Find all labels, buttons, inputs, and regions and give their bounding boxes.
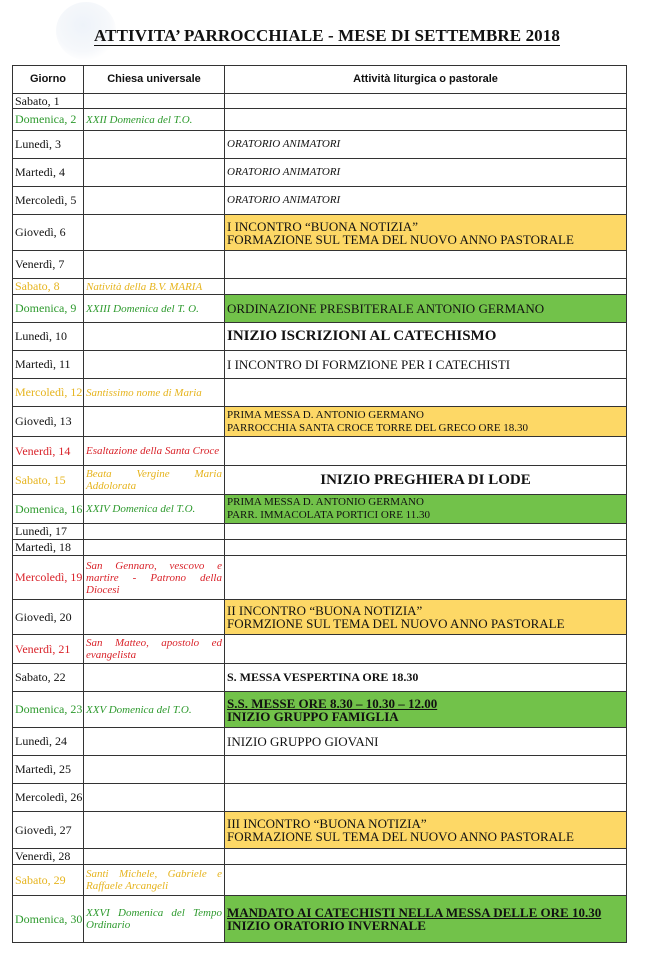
- church-cell: [84, 600, 225, 635]
- activity-cell: [225, 437, 627, 466]
- church-cell: Natività della B.V. MARIA: [84, 279, 225, 295]
- church-cell: [84, 524, 225, 540]
- church-cell: XXIII Domenica del T. O.: [84, 295, 225, 323]
- activity-line: PRIMA MESSA D. ANTONIO GERMANO: [227, 496, 424, 508]
- day-cell: Martedì, 25: [13, 756, 84, 784]
- table-row: [13, 295, 627, 323]
- activity-cell: [225, 495, 627, 524]
- church-cell: [84, 159, 225, 187]
- church-cell: [84, 784, 225, 812]
- day-cell: Lunedì, 24: [13, 728, 84, 756]
- activity-cell: [225, 635, 627, 664]
- table-header-row: [13, 66, 627, 94]
- church-cell: [84, 131, 225, 159]
- schedule-table: [12, 65, 627, 943]
- table-row: [13, 784, 627, 812]
- church-cell: XXVI Domenica del Tempo Ordinario: [84, 896, 225, 943]
- table-row: [13, 407, 627, 437]
- table-row: [13, 495, 627, 524]
- table-row: [13, 109, 627, 131]
- church-cell: [84, 187, 225, 215]
- day-cell: Venerdì, 7: [13, 251, 84, 279]
- day-cell: Venerdì, 14: [13, 437, 84, 466]
- church-cell: [84, 407, 225, 437]
- table-row: [13, 251, 627, 279]
- activity-cell: INIZIO ISCRIZIONI AL CATECHISMO: [225, 323, 627, 351]
- day-cell: Sabato, 22: [13, 664, 84, 692]
- day-cell: Giovedì, 27: [13, 812, 84, 849]
- activity-cell: [225, 756, 627, 784]
- table-row: [13, 849, 627, 865]
- day-cell: Mercoledì, 19: [13, 556, 84, 600]
- activity-cell: [225, 279, 627, 295]
- header-giorno: Giorno: [13, 66, 84, 94]
- header-chiesa: Chiesa universale: [84, 66, 225, 94]
- day-cell: Sabato, 8: [13, 279, 84, 295]
- activity-line: S.S. MESSE ORE 8.30 – 10.30 – 12.00: [227, 695, 438, 711]
- activity-cell: [225, 407, 627, 437]
- day-cell: Lunedì, 17: [13, 524, 84, 540]
- table-row: [13, 865, 627, 896]
- day-cell: Martedì, 4: [13, 159, 84, 187]
- table-row: [13, 812, 627, 849]
- table-row: [13, 379, 627, 407]
- activity-cell: I INCONTRO DI FORMZIONE PER I CATECHISTI: [225, 351, 627, 379]
- activity-cell: [225, 784, 627, 812]
- day-cell: Martedì, 11: [13, 351, 84, 379]
- table-row: [13, 187, 627, 215]
- activity-cell: [225, 379, 627, 407]
- church-cell: XXII Domenica del T.O.: [84, 109, 225, 131]
- day-cell: Domenica, 9: [13, 295, 84, 323]
- church-cell: XXIV Domenica del T.O.: [84, 495, 225, 524]
- church-cell: [84, 351, 225, 379]
- activity-line: I INCONTRO “BUONA NOTIZIA”: [227, 218, 418, 234]
- church-cell: Esaltazione della Santa Croce: [84, 437, 225, 466]
- activity-cell: INIZIO PREGHIERA DI LODE: [225, 466, 627, 495]
- activity-line: II INCONTRO “BUONA NOTIZIA”: [227, 603, 423, 618]
- day-cell: Giovedì, 6: [13, 215, 84, 251]
- activity-cell: [225, 556, 627, 600]
- day-cell: Domenica, 30: [13, 896, 84, 943]
- day-cell: Domenica, 2: [13, 109, 84, 131]
- activity-line: INIZIO ORATORIO INVERNALE: [227, 918, 426, 933]
- table-row: [13, 896, 627, 943]
- day-cell: Domenica, 23: [13, 692, 84, 728]
- activity-line: PARROCCHIA SANTA CROCE TORRE DEL GRECO ORE 18.30: [227, 421, 529, 434]
- activity-line: MANDATO AI CATECHISTI NELLA MESSA DELLE ORE 10.30: [227, 905, 602, 920]
- day-cell: Domenica, 16: [13, 495, 84, 524]
- activity-cell: [225, 251, 627, 279]
- activity-line: FORMAZIONE SUL TEMA DEL NUOVO ANNO PASTORALE: [227, 231, 574, 247]
- activity-line: INIZIO GRUPPO FAMIGLIA: [227, 708, 399, 724]
- table-row: [13, 466, 627, 495]
- church-cell: Beata Vergine Maria Addolorata: [84, 466, 225, 495]
- activity-cell: [225, 896, 627, 943]
- church-cell: [84, 323, 225, 351]
- day-cell: Martedì, 18: [13, 540, 84, 556]
- day-cell: Sabato, 15: [13, 466, 84, 495]
- activity-line: FORMZIONE SUL TEMA DEL NUOVO ANNO PASTORALE: [227, 616, 565, 631]
- table-row: [13, 635, 627, 664]
- church-cell: [84, 756, 225, 784]
- church-cell: [84, 664, 225, 692]
- activity-cell: [225, 215, 627, 251]
- header-attivita: Attività liturgica o pastorale: [225, 66, 627, 94]
- day-cell: Sabato, 29: [13, 865, 84, 896]
- activity-cell: [225, 540, 627, 556]
- church-cell: [84, 849, 225, 865]
- table-row: [13, 94, 627, 109]
- table-row: [13, 524, 627, 540]
- church-cell: [84, 540, 225, 556]
- church-cell: XXV Domenica del T.O.: [84, 692, 225, 728]
- activity-cell: [225, 812, 627, 849]
- church-cell: San Gennaro, vescovo e martire - Patrono della Diocesi: [84, 556, 225, 600]
- activity-cell: [225, 849, 627, 865]
- table-row: [13, 437, 627, 466]
- church-cell: [84, 251, 225, 279]
- activity-cell: ORATORIO ANIMATORI: [225, 131, 627, 159]
- table-row: [13, 279, 627, 295]
- church-cell: [84, 215, 225, 251]
- activity-line: PARR. IMMACOLATA PORTICI ORE 11.30: [227, 509, 431, 521]
- activity-cell: INIZIO GRUPPO GIOVANI: [225, 728, 627, 756]
- table-row: [13, 215, 627, 251]
- activity-cell: S. MESSA VESPERTINA ORE 18.30: [225, 664, 627, 692]
- day-cell: Venerdì, 21: [13, 635, 84, 664]
- day-cell: Venerdì, 28: [13, 849, 84, 865]
- church-cell: [84, 94, 225, 109]
- table-row: [13, 556, 627, 600]
- table-row: [13, 131, 627, 159]
- table-row: [13, 756, 627, 784]
- day-cell: Lunedì, 3: [13, 131, 84, 159]
- activity-cell: [225, 692, 627, 728]
- day-cell: Sabato, 1: [13, 94, 84, 109]
- activity-cell: [225, 865, 627, 896]
- activity-line: III INCONTRO “BUONA NOTIZIA”: [227, 816, 427, 831]
- table-row: [13, 600, 627, 635]
- activity-cell: ORATORIO ANIMATORI: [225, 159, 627, 187]
- activity-cell: [225, 109, 627, 131]
- church-cell: [84, 728, 225, 756]
- page-title: ATTIVITA’ PARROCCHIALE - MESE DI SETTEMBRE 2018: [94, 26, 560, 45]
- church-cell: Santi Michele, Gabriele e Raffaele Arcangeli: [84, 865, 225, 896]
- day-cell: Mercoledì, 5: [13, 187, 84, 215]
- activity-cell: [225, 600, 627, 635]
- day-cell: Giovedì, 13: [13, 407, 84, 437]
- church-cell: [84, 812, 225, 849]
- table-row: [13, 159, 627, 187]
- table-row: [13, 540, 627, 556]
- table-row: [13, 323, 627, 351]
- table-row: [13, 664, 627, 692]
- activity-line: FORMAZIONE SUL TEMA DEL NUOVO ANNO PASTORALE: [227, 829, 574, 844]
- activity-cell: ORDINAZIONE PRESBITERALE ANTONIO GERMANO: [225, 295, 627, 323]
- activity-cell: ORATORIO ANIMATORI: [225, 187, 627, 215]
- church-cell: Santissimo nome di Maria: [84, 379, 225, 407]
- day-cell: Lunedì, 10: [13, 323, 84, 351]
- table-row: [13, 351, 627, 379]
- table-row: [13, 692, 627, 728]
- table-row: [13, 728, 627, 756]
- day-cell: Mercoledì, 12: [13, 379, 84, 407]
- day-cell: Mercoledì, 26: [13, 784, 84, 812]
- church-cell: San Matteo, apostolo ed evangelista: [84, 635, 225, 664]
- activity-cell: [225, 94, 627, 109]
- activity-line: PRIMA MESSA D. ANTONIO GERMANO: [227, 408, 424, 421]
- activity-cell: [225, 524, 627, 540]
- day-cell: Giovedì, 20: [13, 600, 84, 635]
